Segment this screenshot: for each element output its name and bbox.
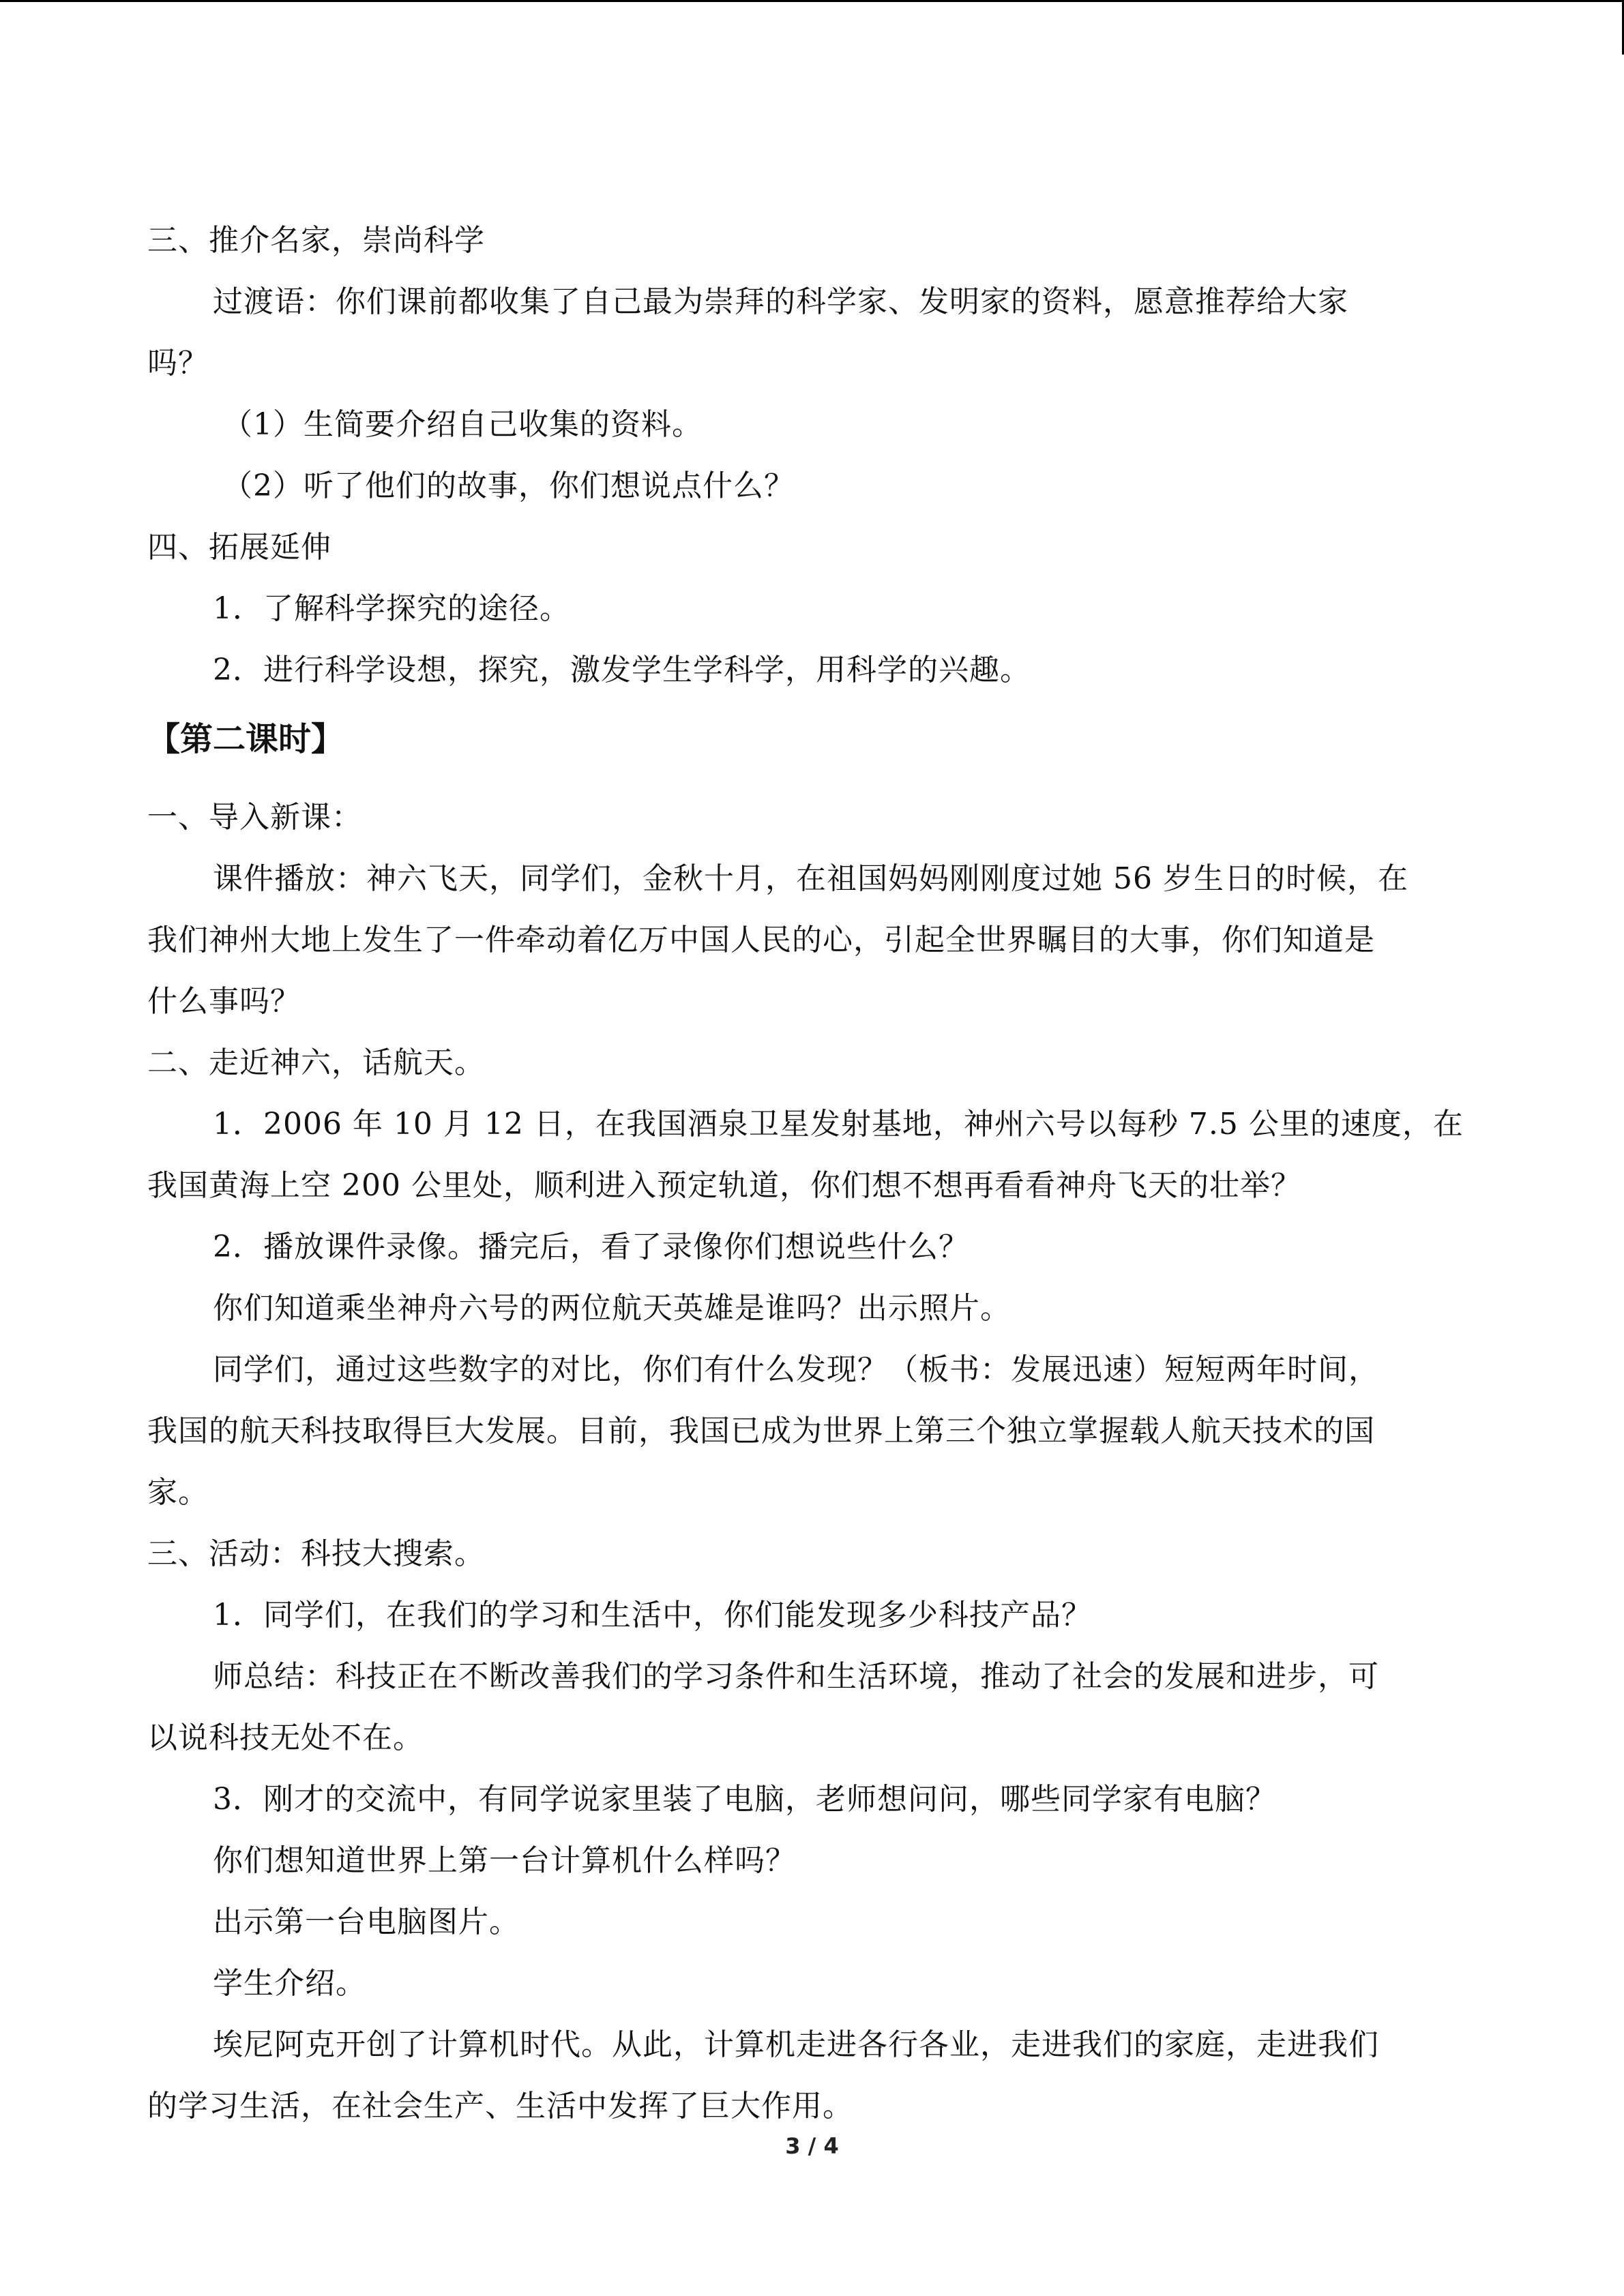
text-line: 过渡语：你们课前都收集了自己最为崇拜的科学家、发明家的资料，愿意推荐给大家 <box>213 284 1348 319</box>
text-line: 以说科技无处不在。 <box>147 1720 424 1755</box>
text-line: 出示第一台电脑图片。 <box>213 1905 520 1939</box>
text-line: 我们神州大地上发生了一件牵动着亿万中国人民的心，引起全世界瞩目的大事，你们知道是 <box>147 923 1375 957</box>
text-line: 2．进行科学设想，探究，激发学生学科学，用科学的兴趣。 <box>213 653 1031 687</box>
page-top-border <box>0 0 1623 2</box>
text-line: 2．播放课件录像。播完后，看了录像你们想说些什么？ <box>213 1229 969 1264</box>
text-line: 的学习生活，在社会生产、生活中发挥了巨大作用。 <box>147 2089 853 2123</box>
text-line: 二、走近神六，话航天。 <box>147 1045 485 1080</box>
text-line: 你们知道乘坐神舟六号的两位航天英雄是谁吗？出示照片。 <box>213 1291 1011 1326</box>
text-line: 我国黄海上空 200 公里处，顺利进入预定轨道，你们想不想再看看神舟飞天的壮举？ <box>147 1168 1301 1203</box>
text-line: 吗？ <box>147 346 209 381</box>
text-line: 1．同学们，在我们的学习和生活中，你们能发现多少科技产品？ <box>213 1598 1092 1632</box>
document-body <box>147 210 1477 2137</box>
text-line: 家。 <box>147 1475 209 1510</box>
text-line: 三、推介名家，崇尚科学 <box>147 223 485 258</box>
text-line: 四、拓展延伸 <box>147 530 331 565</box>
page-number: 3 / 4 <box>785 2133 839 2159</box>
text-line: 师总结：科技正在不断改善我们的学习条件和生活环境，推动了社会的发展和进步，可 <box>213 1659 1379 1694</box>
text-line: 1．了解科学探究的途径。 <box>213 591 570 626</box>
text-line: 埃尼阿克开创了计算机时代。从此，计算机走进各行各业，走进我们的家庭，走进我们 <box>213 2027 1379 2062</box>
text-line: 3．刚才的交流中，有同学说家里装了电脑，老师想问问，哪些同学家有电脑？ <box>213 1782 1276 1817</box>
text-line: 三、活动：科技大搜索。 <box>147 1536 485 1571</box>
text-line: 学生介绍。 <box>213 1966 366 2001</box>
text-line: 课件播放：神六飞天，同学们，金秋十月，在祖国妈妈刚刚度过她 56 岁生日的时候，在 <box>213 861 1408 896</box>
section-heading: 【第二课时】 <box>147 720 344 758</box>
text-line: 同学们，通过这些数字的对比，你们有什么发现？（板书：发展迅速）短短两年时间， <box>213 1352 1379 1387</box>
text-line: 一、导入新课： <box>147 800 362 835</box>
text-line: 我国的航天科技取得巨大发展。目前，我国已成为世界上第三个独立掌握载人航天技术的国 <box>147 1414 1375 1448</box>
text-line: 你们想知道世界上第一台计算机什么样吗？ <box>213 1843 796 1878</box>
text-line: 1．2006 年 10 月 12 日，在我国酒泉卫星发射基地，神州六号以每秒 7.5 公里的速度，在 <box>213 1107 1464 1142</box>
text-line: （2）听了他们的故事，你们想说点什么？ <box>222 468 795 503</box>
text-line: （1）生简要介绍自己收集的资料。 <box>222 407 703 442</box>
text-line: 什么事吗？ <box>147 984 301 1019</box>
